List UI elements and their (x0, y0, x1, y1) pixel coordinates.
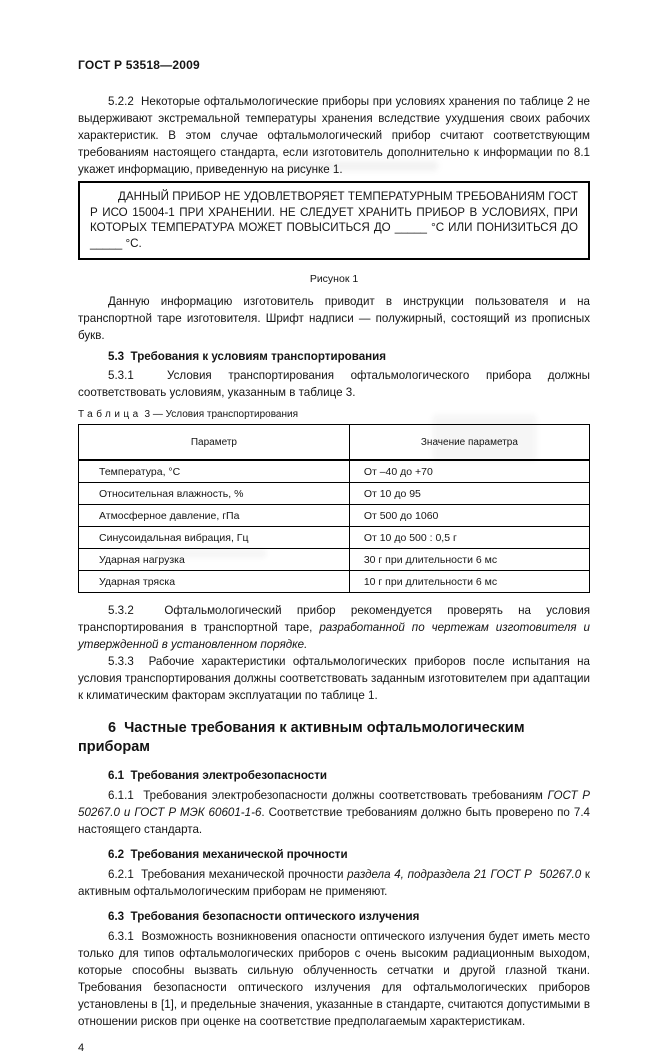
paragraph-6-2-1-pre: 6.2.1 Требования механической прочности (108, 868, 348, 881)
value-cell: От 10 до 500 : 0,5 г (349, 527, 589, 549)
table-caption-label: Таблица (78, 409, 142, 420)
value-cell: 10 г при длительности 6 мс (349, 571, 589, 593)
paragraph-6-3-1: 6.3.1 Возможность возникновения опасности оптического излучения будет иметь место только для типов офтальмологических приборов с очень высоким радиационным выходом, которые способны вызвать сильную облученность сетчатки и другой глазной ткани. Требования безопасности оптического излучения для офтальмологических приборов установлены в [1], и предельные значения, указанные в стандарте, считаются допустимыми в отношении рисков при оценке на соответствие предполагаемым характеристикам. (78, 930, 590, 1028)
table-row (79, 505, 590, 527)
table-row (79, 571, 590, 593)
table-header-parameter: Параметр (79, 425, 350, 461)
document-header: ГОСТ Р 53518—2009 (78, 58, 200, 72)
heading-6-3: 6.3 Требования безопасности оптического излучения (108, 910, 420, 923)
paragraph-figure-note: Данную информацию изготовитель приводит в инструкции пользователя и на транспортной таре изготовителя. Шрифт надписи — полужирный, состоящий из прописных букв. (78, 295, 590, 342)
heading-section-6: 6 Частные требования к активным офтальмологическим приборам (78, 720, 525, 755)
table-row (79, 527, 590, 549)
table-header-row (79, 425, 590, 461)
table-row (79, 549, 590, 571)
paragraph-6-1-1-post: . Соответствие требованиям должно быть проверено по 7.4 настоящего стандарта. (78, 806, 590, 836)
paragraph-6-1-1 (78, 787, 590, 838)
table-row (79, 483, 590, 505)
page-content (78, 58, 590, 1054)
paragraph-6-1-1-pre: 6.1.1 Требования электробезопасности должны соответствовать требованиям (108, 789, 548, 802)
parameter-cell: Синусоидальная вибрация, Гц (79, 527, 350, 549)
heading-6-1: 6.1 Требования электробезопасности (108, 769, 328, 782)
value-cell: От –40 до +70 (349, 460, 589, 483)
page-number: 4 (78, 1042, 85, 1054)
figure-1-warning-box: ДАННЫЙ ПРИБОР НЕ УДОВЛЕТВОРЯЕТ ТЕМПЕРАТУРНЫМ ТРЕБОВАНИЯМ ГОСТ Р ИСО 15004-1 ПРИ ХРАНЕНИИ. НЕ СЛЕДУЕТ ХРАНИТЬ ПРИБОР В УСЛОВИЯХ, ПРИ КОТОРЫХ ТЕМПЕРАТУРА МОЖЕТ ПОВЫСИТЬСЯ ДО _____ °С ИЛИ ПОНИЗИТЬСЯ ДО _____ °С. (78, 181, 590, 260)
parameter-cell: Относительная влажность, % (79, 483, 350, 505)
paragraph-5-3-2-italic: разработанной по чертежам изготовителя и утвержденной в установленном порядке. (78, 621, 590, 651)
table-3-caption (78, 409, 590, 420)
paragraph-5-3-2 (78, 602, 590, 653)
value-cell: 30 г при длительности 6 мс (349, 549, 589, 571)
heading-5-3: 5.3 Требования к условиям транспортирования (108, 350, 387, 363)
paragraph-5-3-1: 5.3.1 Условия транспортирования офтальмологического прибора должны соответствовать условиям, указанным в таблице 3. (78, 369, 590, 399)
paragraph-6-2-1-italic: раздела 4, подраздела 21 ГОСТ Р 50267.0 (347, 868, 582, 881)
paragraph-6-1-1-italic: ГОСТ Р 50267.0 и ГОСТ Р МЭК 60601-1-6 (78, 789, 590, 819)
table-row (79, 460, 590, 483)
paragraph-6-2-1 (78, 866, 590, 900)
table-header-value: Значение параметра (349, 425, 589, 461)
paragraph-5-2-2: 5.2.2 Некоторые офтальмологические приборы при условиях хранения по таблице 2 не выдерживают экстремальной температуры хранения вследствие ухудшения своих рабочих характеристик. В этом случае офтальмологический прибор считают соответствующим требованиям настоящего стандарта, если изготовитель дополнительно к информации по 8.1 укажет информацию, приведенную на рисунке 1. (78, 95, 590, 176)
paragraph-5-3-3: 5.3.3 Рабочие характеристики офтальмологических приборов после испытания на условия транспортирования должны соответствовать заданным изготовителем при адаптации к климатическим факторам эксплуатации по таблице 1. (78, 655, 590, 702)
parameter-cell: Ударная тряска (79, 571, 350, 593)
parameter-cell: Атмосферное давление, гПа (79, 505, 350, 527)
paragraph-6-2-1-post: к активным офтальмологическим приборам не применяют. (78, 868, 591, 898)
parameter-cell: Температура, °С (79, 460, 350, 483)
table-3-transport-conditions (78, 424, 590, 593)
paragraph-5-3-2-text: 5.3.2 Офтальмологический прибор рекомендуется проверять на условия транспортирования в транспортной таре, (78, 604, 590, 634)
parameter-cell: Ударная нагрузка (79, 549, 350, 571)
value-cell: От 500 до 1060 (349, 505, 589, 527)
table-caption-text: 3 — Условия транспортирования (141, 409, 299, 420)
heading-6-2: 6.2 Требования механической прочности (108, 848, 348, 861)
value-cell: От 10 до 95 (349, 483, 589, 505)
figure-1-caption: Рисунок 1 (309, 273, 359, 285)
